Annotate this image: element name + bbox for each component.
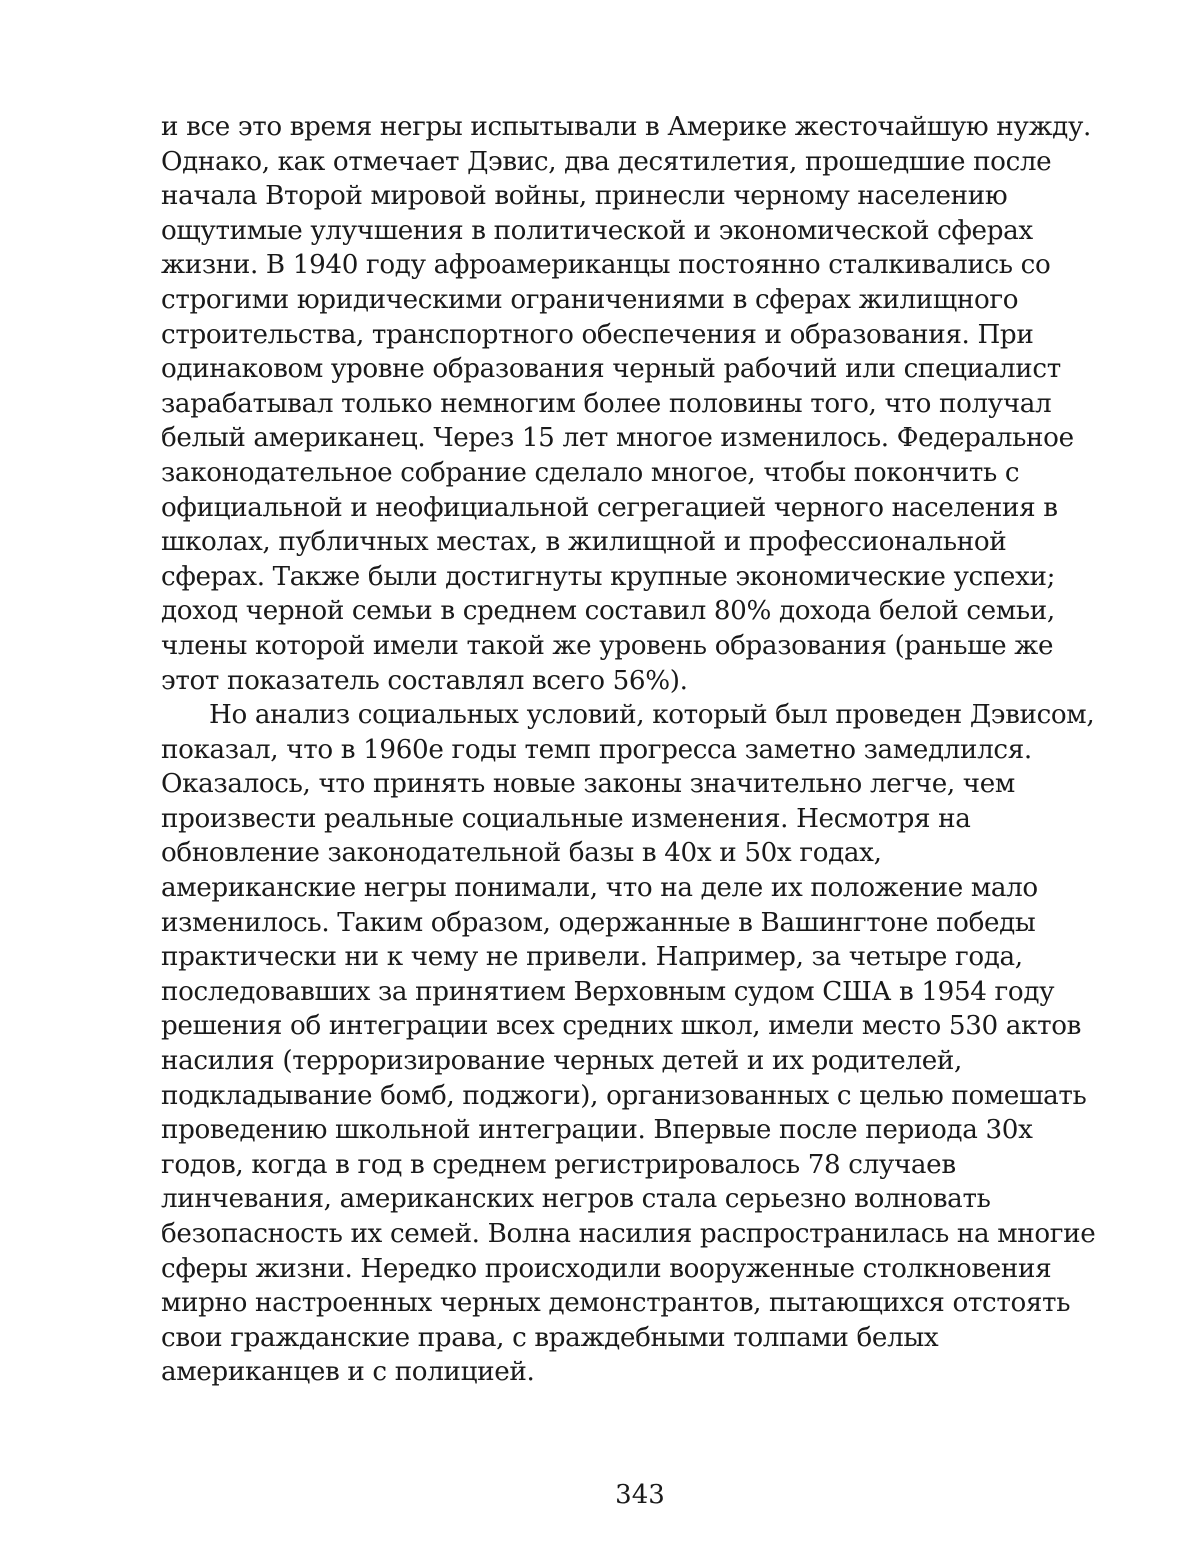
text-line: жизни. В 1940 году афроамериканцы постоянно сталкивались со [161,248,1116,283]
text-line: показал, что в 1960е годы темп прогресса заметно замедлился. [161,733,1116,768]
text-line: школах, публичных местах, в жилищной и профессиональной [161,525,1116,560]
text-line: практически ни к чему не привели. Например, за четыре года, [161,940,1116,975]
text-line: последовавших за принятием Верховным судом США в 1954 году [161,975,1116,1010]
text-line: американцев и с полицией. [161,1355,1116,1390]
text-line: сферы жизни. Нередко происходили вооруженные столкновения [161,1252,1116,1287]
text-line: годов, когда в год в среднем регистрировалось 78 случаев [161,1148,1116,1183]
text-line: ощутимые улучшения в политической и экономической сферах [161,214,1116,249]
text-line: обновление законодательной базы в 40х и 50х годах, [161,836,1116,871]
text-line: официальной и неофициальной сегрегацией черного населения в [161,491,1116,526]
text-line: законодательное собрание сделало многое, чтобы покончить с [161,456,1116,491]
text-line: проведению школьной интеграции. Впервые после периода 30х [161,1113,1116,1148]
text-line: насилия (терроризирование черных детей и их родителей, [161,1044,1116,1079]
text-line: безопасность их семей. Волна насилия распространилась на многие [161,1217,1116,1252]
text-line: строгими юридическими ограничениями в сферах жилищного [161,283,1116,318]
text-line: решения об интеграции всех средних школ, имели место 530 актов [161,1009,1116,1044]
text-line: американские негры понимали, что на деле их положение мало [161,871,1116,906]
text-line: линчевания, американских негров стала серьезно волновать [161,1182,1116,1217]
text-line: Однако, как отмечает Дэвис, два десятилетия, прошедшие после [161,145,1116,180]
text-line: свои гражданские права, с враждебными толпами белых [161,1321,1116,1356]
text-line: подкладывание бомб, поджоги), организованных с целью помешать [161,1079,1116,1114]
text-line: Оказалось, что принять новые законы значительно легче, чем [161,767,1116,802]
text-line: сферах. Также были достигнуты крупные экономические успехи; [161,560,1116,595]
text-line: этот показатель составлял всего 56%). [161,664,1116,699]
text-line: начала Второй мировой войны, принесли черному населению [161,179,1116,214]
body-text [161,110,1116,1390]
text-line: мирно настроенных черных демонстрантов, пытающихся отстоять [161,1286,1116,1321]
page-number: 343 [0,1478,1200,1512]
text-line: зарабатывал только немногим более половины того, что получал [161,387,1116,422]
paragraph-2 [161,698,1116,1390]
text-line: белый американец. Через 15 лет многое изменилось. Федеральное [161,421,1116,456]
text-line: произвести реальные социальные изменения. Несмотря на [161,802,1116,837]
text-line: члены которой имели такой же уровень образования (раньше же [161,629,1116,664]
paragraph-1 [161,110,1116,698]
document-page [0,0,1200,1553]
text-line: изменилось. Таким образом, одержанные в Вашингтоне победы [161,906,1116,941]
text-line: доход черной семьи в среднем составил 80% дохода белой семьи, [161,594,1116,629]
text-line: и все это время негры испытывали в Америке жесточайшую нужду. [161,110,1116,145]
text-line: одинаковом уровне образования черный рабочий или специалист [161,352,1116,387]
text-line: строительства, транспортного обеспечения и образования. При [161,318,1116,353]
text-line-indented: Но анализ социальных условий, который был проведен Дэвисом, [161,698,1116,733]
